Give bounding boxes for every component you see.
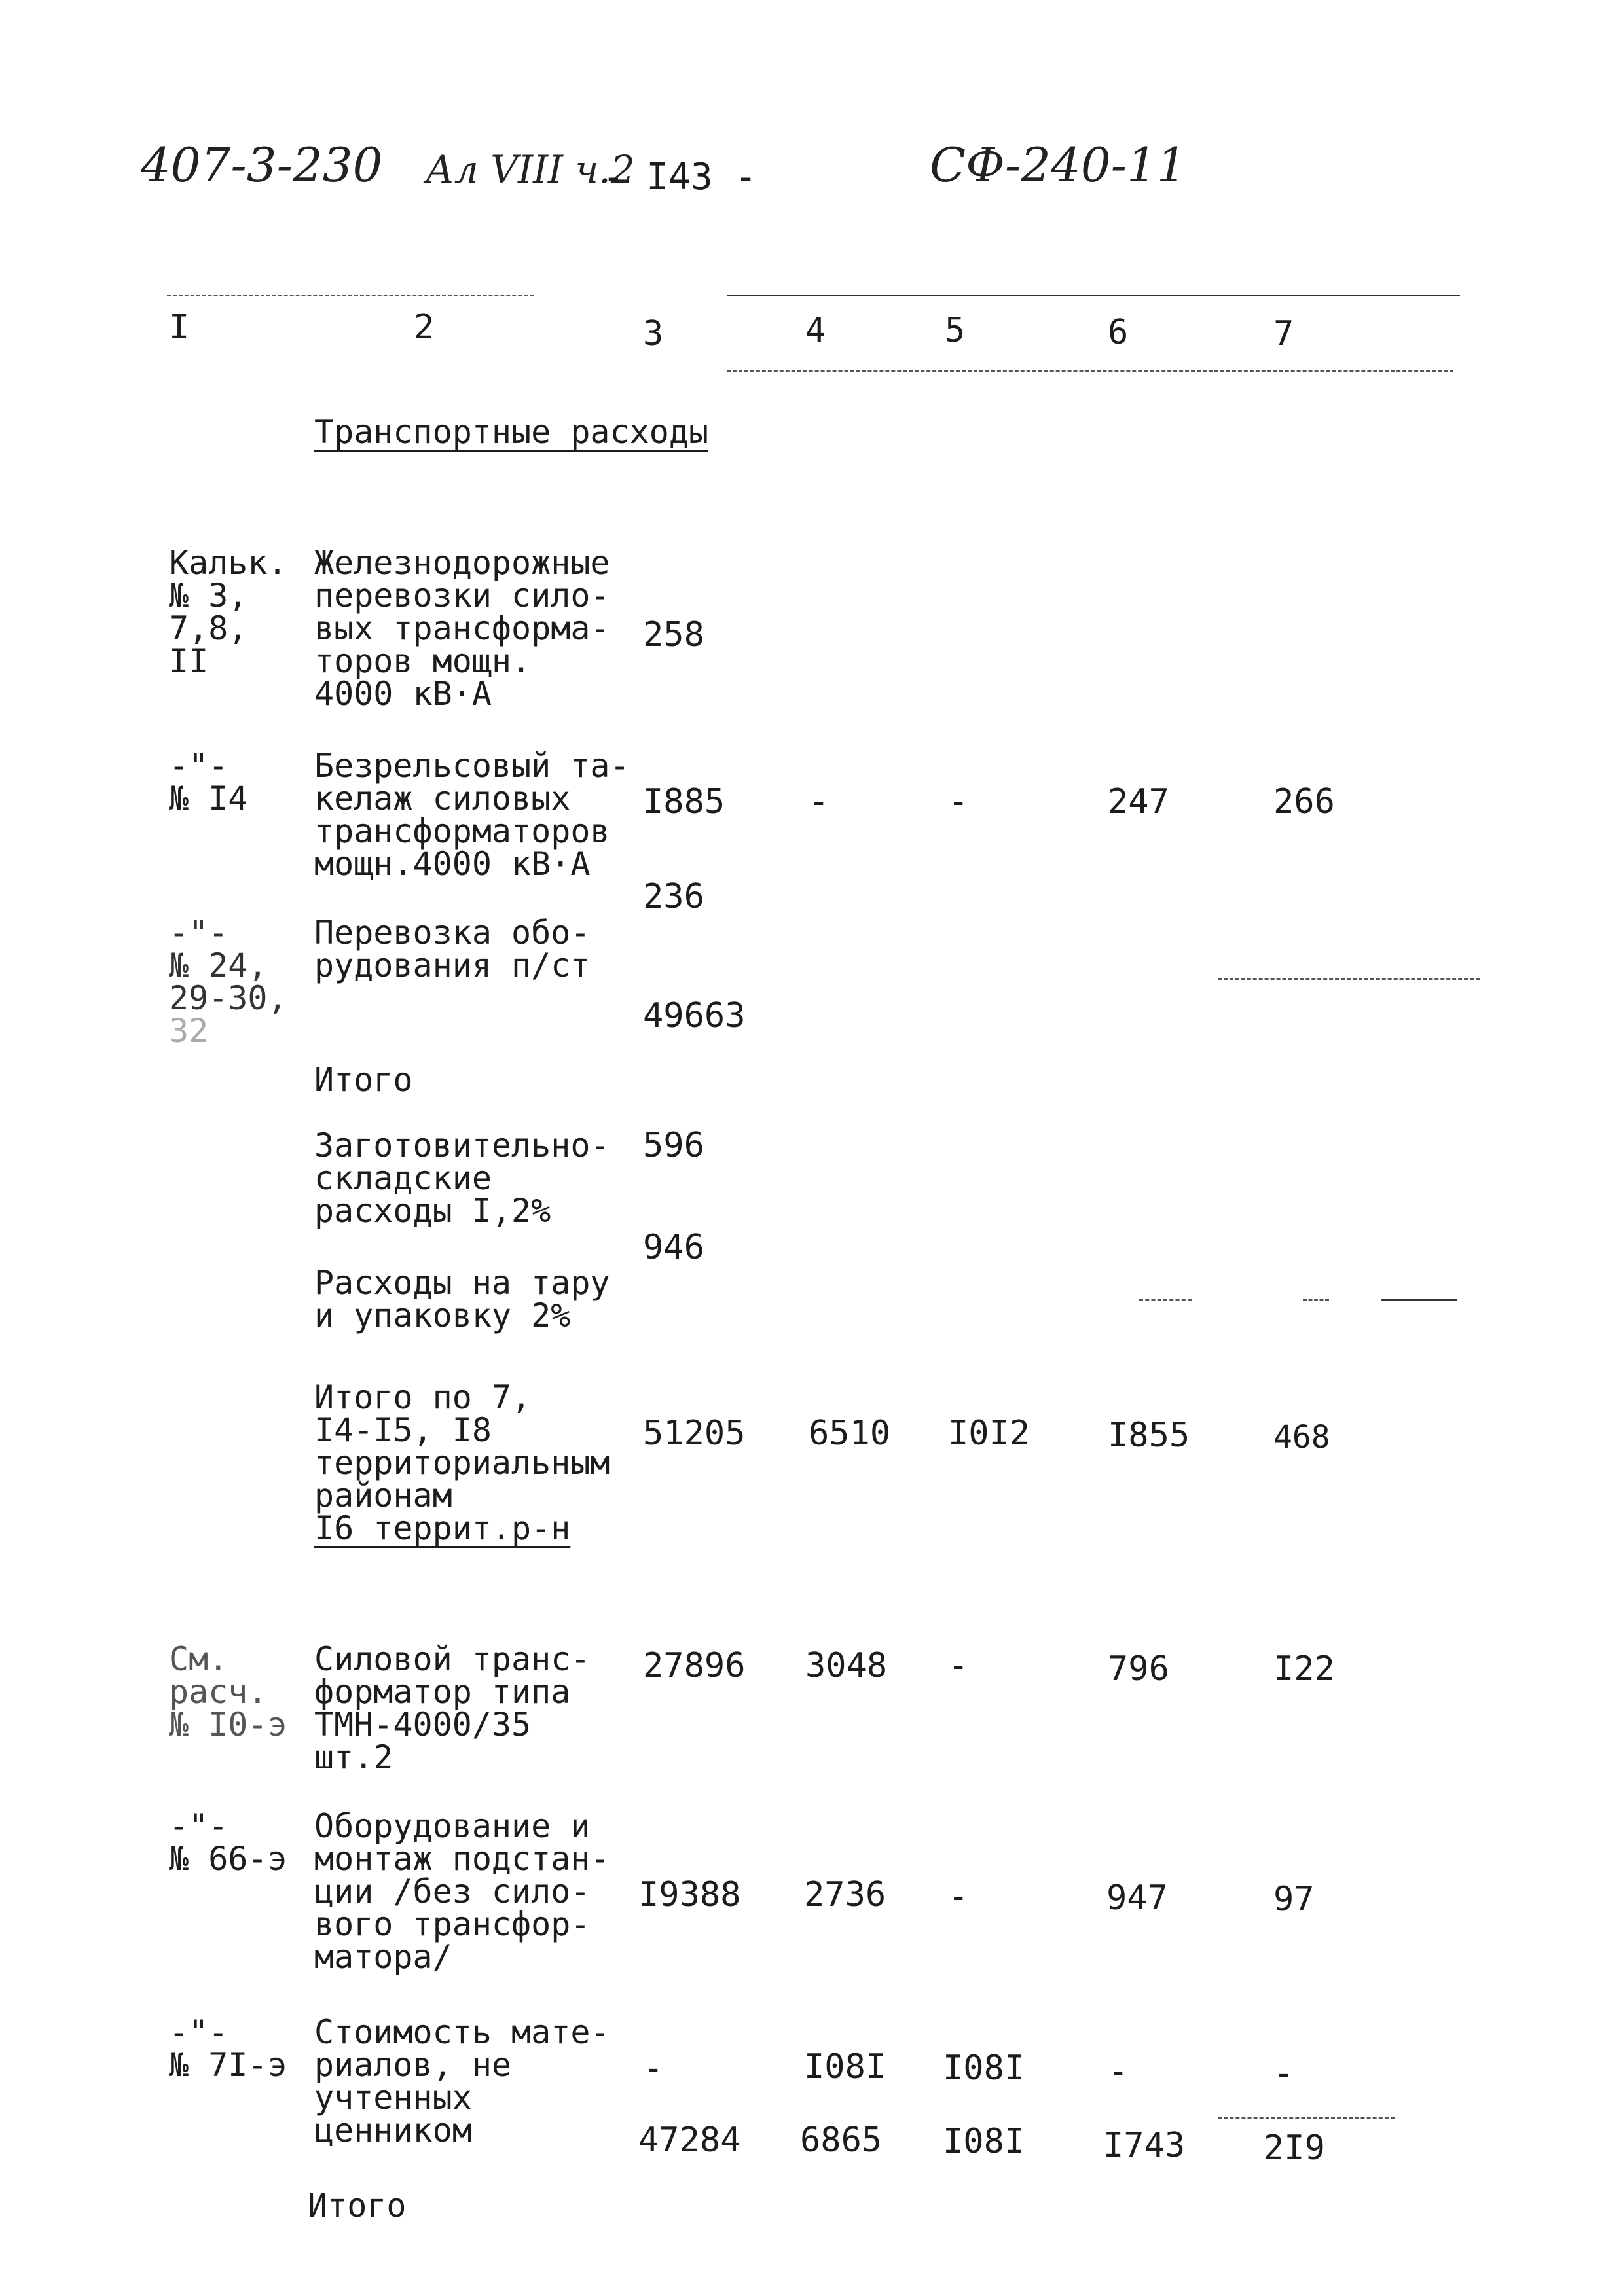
row-cost-col7: I22 bbox=[1273, 1649, 1335, 1689]
row-cost-col5: I08I bbox=[943, 2049, 1025, 2088]
row-cost-col4: I08I bbox=[804, 2047, 886, 2087]
column-header-7: 7 bbox=[1273, 314, 1294, 353]
row-cost-col5: I0I2 bbox=[948, 1414, 1030, 1453]
row-cost-col6: I743 bbox=[1103, 2126, 1186, 2165]
row-cost-col3: 47284 bbox=[638, 2121, 741, 2160]
row-cost-col3: 946 bbox=[643, 1228, 704, 1267]
row-cost-col3: 49663 bbox=[643, 996, 746, 1035]
row-cost-col3: 51205 bbox=[643, 1414, 746, 1453]
row-cost-col3: 258 bbox=[643, 615, 704, 655]
header-top-rule-left bbox=[167, 295, 534, 296]
row-description: Оборудование и монтаж подстан- ции /без сило- вого трансфор- матора/ bbox=[314, 1807, 610, 1976]
row-cost-col4: 3048 bbox=[805, 1646, 888, 1685]
row-cost-col6: 947 bbox=[1106, 1878, 1168, 1918]
row-description: Силовой транс- форматор типа ТМН-4000/35 шт.2 bbox=[314, 1640, 591, 1776]
row-description: Перевозка обо- рудования п/ст bbox=[314, 914, 591, 984]
row-cost-col3: I885 bbox=[643, 782, 725, 821]
subtotal-rule bbox=[1303, 1299, 1329, 1301]
page-number: - I43 - bbox=[602, 156, 757, 198]
section-title-transport: Транспортные расходы bbox=[314, 413, 709, 451]
row-cost-col7: - bbox=[1273, 2054, 1294, 2093]
row-cost-col7: 2I9 bbox=[1264, 2128, 1325, 2168]
row-ref: Кальк. № 3, 7,8, II bbox=[169, 544, 287, 680]
row-cost-col3: 596 bbox=[643, 1126, 704, 1165]
column-header-2: 2 bbox=[414, 308, 435, 347]
row-cost-col6: - bbox=[1108, 2052, 1129, 2091]
row-cost-col6: I855 bbox=[1108, 1416, 1190, 1455]
section-title-territory-16: I6 террит.р-н bbox=[314, 1509, 571, 1547]
row-cost-col5: - bbox=[948, 782, 969, 821]
row-description: Стоимость мате- риалов, не учтенных ценником bbox=[314, 2013, 610, 2149]
row-cost-col4: 2736 bbox=[804, 1875, 886, 1914]
row-cost-col5: - bbox=[948, 1877, 969, 1916]
row-cost-col4: 6510 bbox=[809, 1414, 891, 1453]
column-header-3: 3 bbox=[643, 314, 664, 353]
document-code: СФ-240-11 bbox=[930, 137, 1187, 192]
row-ref: -"- № 24, 29-30, 32 bbox=[169, 914, 287, 1050]
subtotal-rule bbox=[1218, 2117, 1395, 2119]
row-cost-col5: - bbox=[948, 1646, 969, 1685]
row-description: Безрельсовый та- келаж силовых трансформаторов мощн.4000 кВ·А bbox=[314, 747, 630, 883]
row-description: Итого по 7, I4-I5, I8 территориальным районам bbox=[314, 1378, 610, 1515]
row-description: Заготовительно- складские расходы I,2% bbox=[314, 1126, 610, 1230]
column-header-4: 4 bbox=[805, 311, 826, 350]
row-cost-col5: I08I bbox=[943, 2122, 1025, 2161]
column-header-5: 5 bbox=[945, 311, 966, 350]
doc-number: 407-3-230 bbox=[141, 137, 383, 192]
row-cost-col3: I9388 bbox=[638, 1875, 741, 1914]
column-header-1: I bbox=[169, 308, 190, 347]
row-ref: -"- № 66-э bbox=[169, 1807, 287, 1878]
row-cost-col6: 796 bbox=[1108, 1649, 1169, 1689]
row-cost-col7: 266 bbox=[1273, 782, 1335, 821]
row-cost-col3: - bbox=[643, 2049, 664, 2088]
row-description: Итого bbox=[314, 1061, 413, 1099]
subtotal-rule bbox=[1381, 1299, 1457, 1301]
header-top-rule-right bbox=[727, 295, 1460, 296]
subtotal-rule bbox=[1139, 1299, 1192, 1301]
subtotal-rule bbox=[1218, 978, 1480, 980]
row-cost-col7: 97 bbox=[1273, 1880, 1315, 1919]
row-cost-col4: 6865 bbox=[800, 2121, 883, 2160]
row-description: Железнодорожные перевозки сило- вых трансформа- торов мощн. 4000 кВ·А bbox=[314, 544, 610, 713]
row-description: Расходы на тару и упаковку 2% bbox=[314, 1264, 610, 1335]
column-header-6: 6 bbox=[1108, 313, 1129, 352]
sheet-label: Ал VIII ч.2 bbox=[426, 147, 635, 192]
row-ref: -"- № I4 bbox=[169, 747, 248, 817]
row-cost-col3: 27896 bbox=[643, 1646, 746, 1685]
row-description: Итого bbox=[308, 2187, 407, 2225]
row-cost-col4: - bbox=[809, 782, 830, 821]
row-cost-col6: 247 bbox=[1108, 782, 1169, 821]
row-cost-col7: 468 bbox=[1273, 1419, 1330, 1456]
row-ref: См. расч. № I0-э bbox=[169, 1640, 287, 1744]
header-bottom-rule bbox=[727, 370, 1453, 372]
row-cost-col3: 236 bbox=[643, 877, 704, 916]
row-ref: -"- № 7I-э bbox=[169, 2013, 287, 2084]
